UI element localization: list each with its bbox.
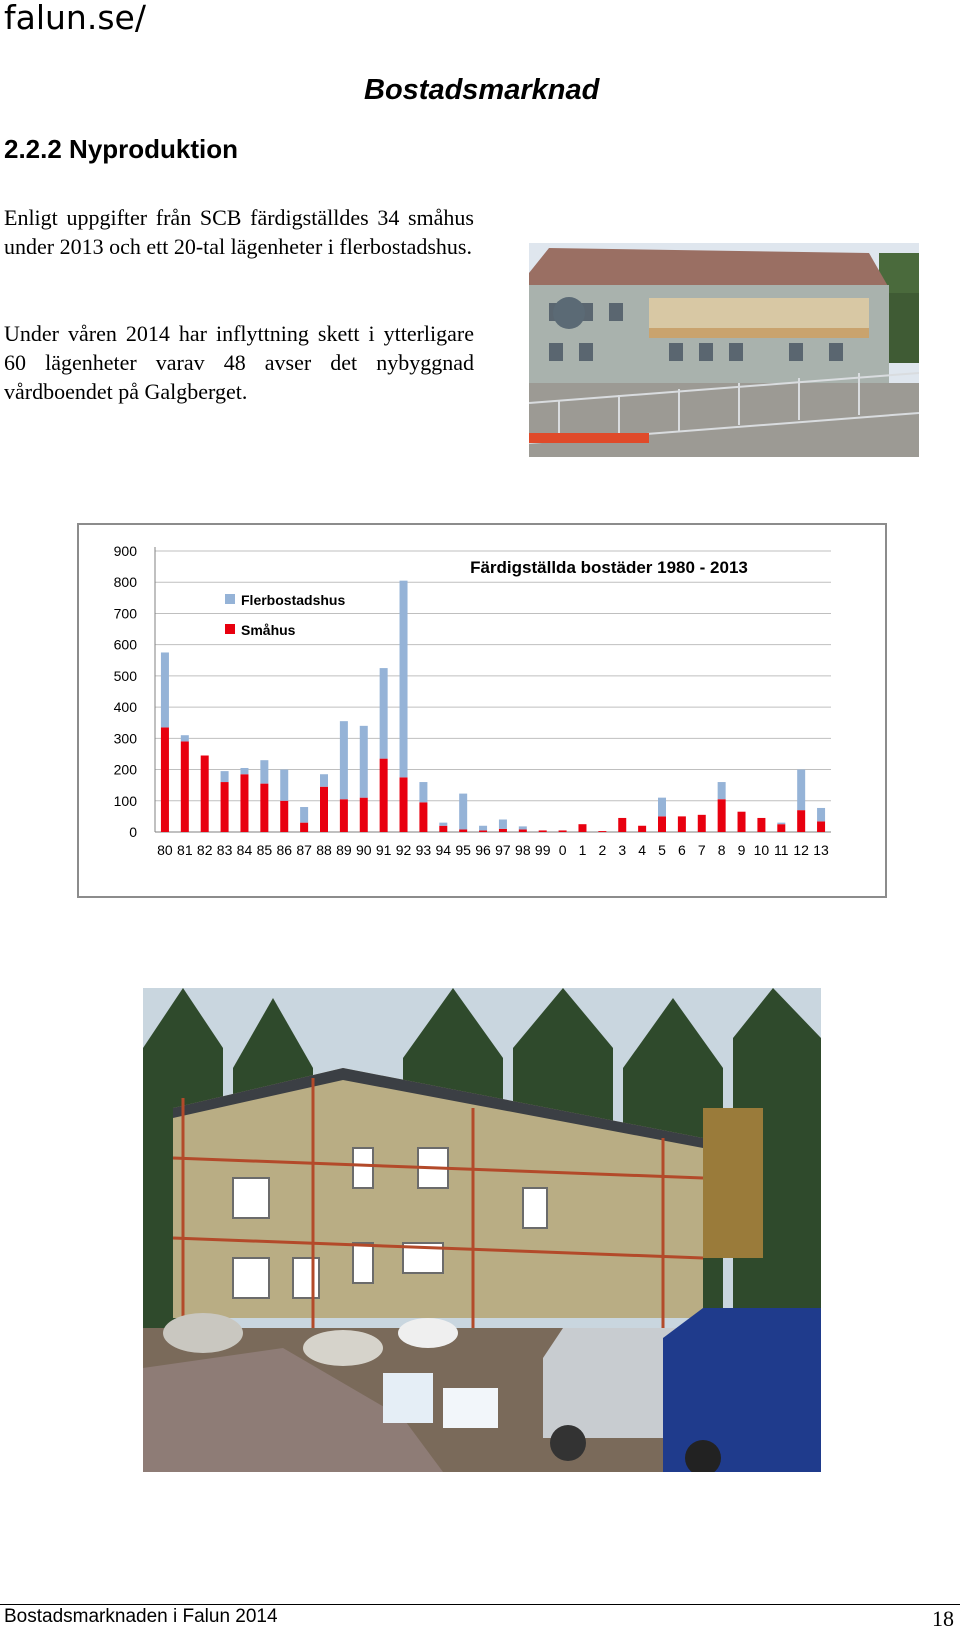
bar-smahus-88 xyxy=(320,787,328,832)
x-tick-label: 88 xyxy=(316,842,332,858)
x-tick-label: 93 xyxy=(415,842,432,858)
bar-smahus-84 xyxy=(240,774,248,832)
x-tick-label: 8 xyxy=(717,842,726,858)
x-tick-label: 5 xyxy=(658,842,666,858)
bar-smahus-6 xyxy=(678,816,686,832)
y-tick-label: 0 xyxy=(129,824,137,840)
x-tick-label: 7 xyxy=(697,842,706,858)
bar-smahus-11 xyxy=(777,824,785,832)
bar-smahus-0 xyxy=(559,830,567,832)
x-tick-label: 83 xyxy=(216,842,233,858)
bar-smahus-89 xyxy=(340,799,348,832)
x-tick-label: 82 xyxy=(196,842,213,858)
photo-house-construction xyxy=(143,988,821,1472)
page-number: 18 xyxy=(932,1606,954,1631)
x-tick-label: 98 xyxy=(515,842,531,858)
page-heading: 2.2.2 Nyproduktion xyxy=(4,134,239,164)
legend-label: Småhus xyxy=(241,622,296,638)
x-tick-label: 11 xyxy=(774,842,789,858)
footer-rule xyxy=(0,1604,960,1605)
bar-flerbostadshus-89 xyxy=(340,721,348,799)
paragraph-1: Enligt uppgifter från SCB färdigställdes 34 småhus under 2013 och ett 20-tal lägenheter i flerbostadshus. xyxy=(4,205,474,259)
bar-smahus-85 xyxy=(260,784,268,832)
bar-smahus-1 xyxy=(578,824,586,832)
bar-smahus-91 xyxy=(380,759,388,832)
bar-smahus-81 xyxy=(181,741,189,832)
bar-flerbostadshus-8 xyxy=(718,782,726,799)
bar-smahus-97 xyxy=(499,829,507,832)
bar-smahus-2 xyxy=(598,831,606,832)
bar-flerbostadshus-88 xyxy=(320,774,328,786)
x-tick-label: 90 xyxy=(355,842,372,858)
bar-flerbostadshus-5 xyxy=(658,798,666,817)
bar-smahus-94 xyxy=(439,826,447,832)
legend-swatch xyxy=(225,624,235,634)
x-tick-label: 85 xyxy=(256,842,273,858)
bar-flerbostadshus-11 xyxy=(777,823,785,825)
bar-smahus-92 xyxy=(400,777,408,832)
x-tick-label: 81 xyxy=(177,842,193,858)
bar-smahus-12 xyxy=(797,810,805,832)
y-tick-label: 100 xyxy=(113,792,137,809)
photo-care-home-building xyxy=(529,243,919,457)
x-tick-label: 89 xyxy=(336,842,352,858)
y-tick-label: 800 xyxy=(113,574,137,591)
bar-smahus-10 xyxy=(757,818,765,832)
x-tick-label: 80 xyxy=(157,842,173,858)
bar-smahus-87 xyxy=(300,823,308,832)
bar-smahus-93 xyxy=(419,802,427,832)
x-tick-label: 94 xyxy=(435,842,452,858)
x-tick-label: 0 xyxy=(558,842,567,858)
x-tick-label: 95 xyxy=(455,842,471,858)
bar-flerbostadshus-81 xyxy=(181,735,189,741)
bar-flerbostadshus-13 xyxy=(817,808,825,821)
bar-flerbostadshus-12 xyxy=(797,770,805,811)
bar-flerbostadshus-90 xyxy=(360,726,368,798)
bar-flerbostadshus-84 xyxy=(240,768,248,774)
x-tick-label: 1 xyxy=(578,842,587,858)
x-tick-label: 99 xyxy=(534,842,551,858)
site-logo: falun.se/ xyxy=(4,0,146,37)
x-tick-label: 91 xyxy=(375,842,392,858)
x-tick-label: 84 xyxy=(236,842,253,858)
bar-flerbostadshus-85 xyxy=(260,760,268,783)
paragraph-2: Under våren 2014 har inflyttning skett i ytterligare 60 lägenheter varav 48 avser det nybyggnad vårdboendet på Galgberget. xyxy=(4,321,474,404)
bar-smahus-90 xyxy=(360,798,368,832)
x-tick-label: 3 xyxy=(618,842,627,858)
legend-swatch xyxy=(225,594,235,604)
bar-smahus-99 xyxy=(539,830,547,832)
legend-label: Flerbostadshus xyxy=(241,592,346,608)
x-tick-label: 10 xyxy=(753,842,770,858)
y-tick-label: 600 xyxy=(113,636,137,653)
bar-flerbostadshus-91 xyxy=(380,668,388,759)
bar-flerbostadshus-94 xyxy=(439,823,447,826)
bar-smahus-13 xyxy=(817,821,825,832)
bar-flerbostadshus-87 xyxy=(300,807,308,823)
x-tick-label: 4 xyxy=(638,842,647,858)
bar-smahus-3 xyxy=(618,818,626,832)
chart-frame xyxy=(77,523,887,898)
x-tick-label: 2 xyxy=(598,842,607,858)
bar-flerbostadshus-92 xyxy=(400,581,408,778)
bar-smahus-4 xyxy=(638,826,646,832)
bar-smahus-86 xyxy=(280,801,288,832)
bar-smahus-83 xyxy=(221,782,229,832)
y-tick-label: 400 xyxy=(113,699,137,716)
section-title: Bostadsmarknad xyxy=(364,74,600,106)
bar-smahus-8 xyxy=(718,799,726,832)
x-tick-label: 6 xyxy=(677,842,686,858)
bar-flerbostadshus-98 xyxy=(519,826,527,829)
bar-smahus-82 xyxy=(201,756,209,832)
bar-flerbostadshus-86 xyxy=(280,770,288,801)
bar-flerbostadshus-96 xyxy=(479,826,487,831)
bar-smahus-9 xyxy=(738,812,746,832)
x-tick-label: 97 xyxy=(495,842,511,858)
bar-flerbostadshus-95 xyxy=(459,794,467,830)
y-tick-label: 900 xyxy=(113,543,137,559)
x-tick-label: 87 xyxy=(296,842,312,858)
x-tick-label: 92 xyxy=(395,842,412,858)
bar-smahus-96 xyxy=(479,830,487,832)
chart-title: Färdigställda bostäder 1980 - 2013 xyxy=(470,558,748,577)
y-tick-label: 200 xyxy=(113,761,137,778)
bar-flerbostadshus-83 xyxy=(221,771,229,782)
completed-dwellings-chart xyxy=(79,525,885,896)
y-tick-label: 500 xyxy=(113,667,137,684)
bar-smahus-95 xyxy=(459,830,467,832)
bar-smahus-5 xyxy=(658,816,666,832)
footer-title: Bostadsmarknaden i Falun 2014 xyxy=(4,1606,278,1627)
bar-smahus-98 xyxy=(519,830,527,832)
x-tick-label: 9 xyxy=(737,842,746,858)
x-tick-label: 96 xyxy=(475,842,491,858)
bar-flerbostadshus-97 xyxy=(499,820,507,829)
y-tick-label: 700 xyxy=(113,605,137,622)
x-tick-label: 86 xyxy=(276,842,293,858)
bar-flerbostadshus-93 xyxy=(419,782,427,802)
y-tick-label: 300 xyxy=(113,730,137,747)
bar-smahus-7 xyxy=(698,815,706,832)
bar-smahus-80 xyxy=(161,727,169,832)
x-tick-label: 13 xyxy=(813,842,829,858)
x-tick-label: 12 xyxy=(793,842,809,858)
bar-flerbostadshus-80 xyxy=(161,652,169,727)
